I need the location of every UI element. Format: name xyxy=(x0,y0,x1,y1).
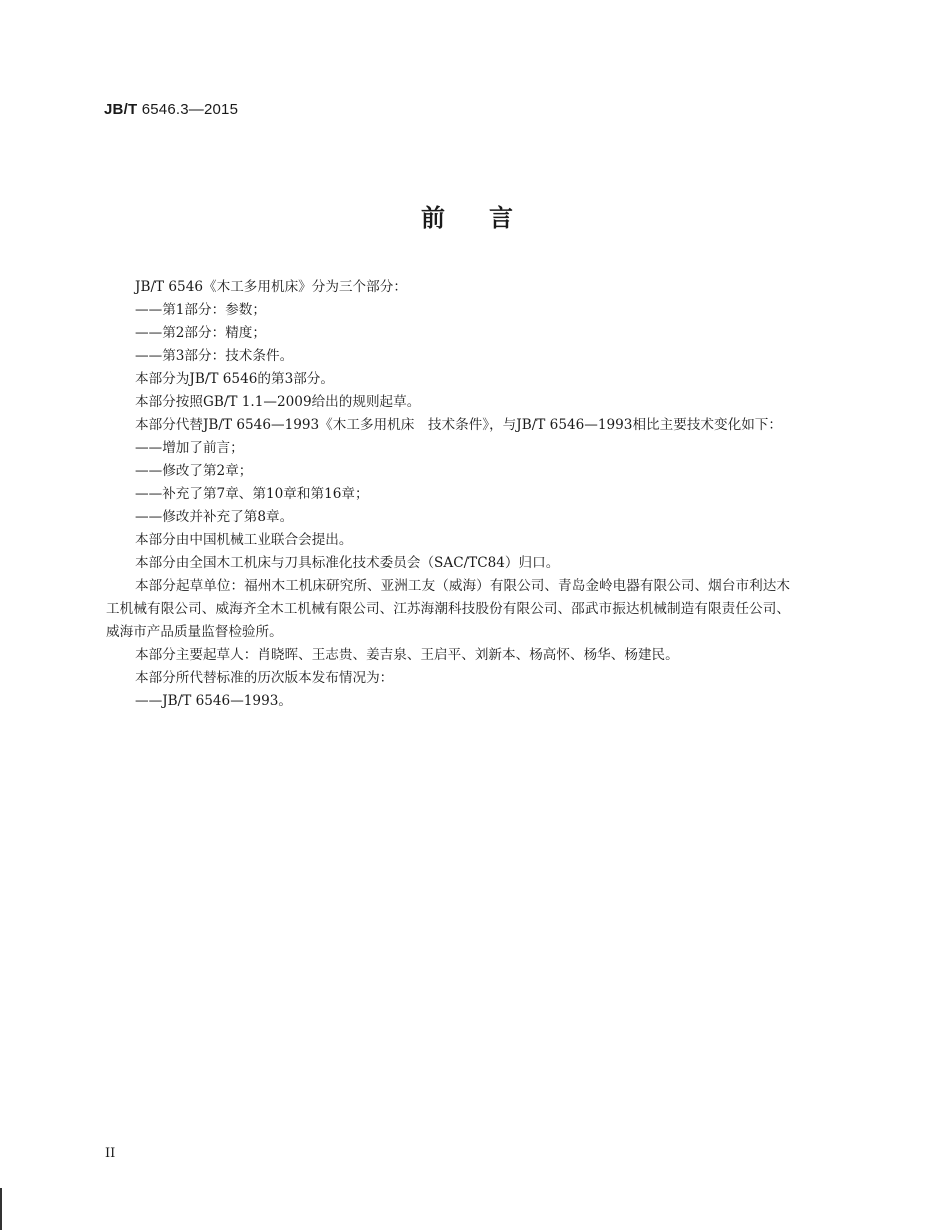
foreword-body xyxy=(106,276,790,713)
list-item: ——JB/T 6546—1993。 xyxy=(135,693,292,709)
page-number: II xyxy=(105,1146,116,1161)
paragraph: 本部分按照GB/T 1.1—2009给出的规则起草。 xyxy=(135,394,421,410)
standard-code-prefix: JB/T xyxy=(104,101,138,118)
list-item: ——修改了第2章； xyxy=(135,463,253,479)
paragraph: 本部分由全国木工机床与刀具标准化技术委员会（SAC/TC84）归口。 xyxy=(135,555,560,571)
page-edge-divider xyxy=(0,1188,2,1230)
paragraph: 本部分主要起草人：肖晓晖、王志贵、姜吉泉、王启平、刘新本、杨高怀、杨华、杨建民。 xyxy=(135,647,679,663)
standard-code-header xyxy=(104,101,238,118)
standard-code-number: 6546.3—2015 xyxy=(141,101,239,118)
paragraph: 本部分起草单位：福州木工机床研究所、亚洲工友（威海）有限公司、青岛金岭电器有限公司、烟台市利达木工机械有限公司、威海齐全木工机械有限公司、江苏海潮科技股份有限公司、邵武市振达机械制造有限责任公司、威海市产品质量监督检验所。 xyxy=(106,578,790,640)
paragraph: 本部分为JB/T 6546的第3部分。 xyxy=(135,371,334,387)
paragraph: JB/T 6546《木工多用机床》分为三个部分： xyxy=(135,279,407,295)
list-item: ——修改并补充了第8章。 xyxy=(135,509,294,525)
page-title: 前言 xyxy=(421,204,557,232)
list-item: ——补充了第7章、第10章和第16章； xyxy=(135,486,369,502)
list-item: ——第1部分：参数； xyxy=(135,302,266,318)
paragraph: 本部分所代替标准的历次版本发布情况为： xyxy=(135,670,394,686)
paragraph: 本部分由中国机械工业联合会提出。 xyxy=(135,532,353,548)
list-item: ——增加了前言； xyxy=(135,440,244,456)
list-item: ——第3部分：技术条件。 xyxy=(135,348,294,364)
list-item: ——第2部分：精度； xyxy=(135,325,266,341)
paragraph: 本部分代替JB/T 6546—1993《木工多用机床 技术条件》，与JB/T 6546—1993相比主要技术变化如下： xyxy=(135,417,782,433)
